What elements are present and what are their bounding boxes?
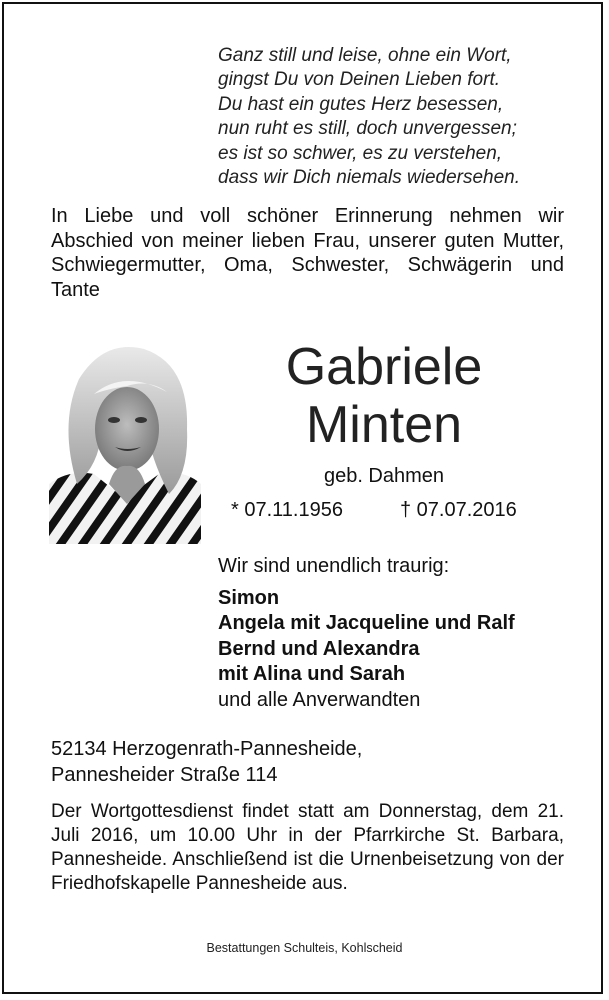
mourners-closing: und alle Anverwandten (218, 688, 421, 711)
farewell-intro: In Liebe und voll schöner Erinnerung nehmen wir Abschied von meiner lieben Frau, unserer guten Mutter, Schwiegermutter, Oma, Schwester, Schwägerin und Tante (51, 205, 564, 301)
mourners-list (218, 554, 578, 713)
birth-date: * 07.11.1956 (231, 499, 343, 521)
poem-line: gingst Du von Deinen Lieben fort. (218, 69, 501, 91)
mourner-name: Simon (218, 586, 280, 609)
undertaker-credit: Bestattungen Schulteis, Kohlscheid (206, 941, 403, 955)
mourner-name: Angela mit Jacqueline und Ralf (218, 612, 515, 634)
address-line: Pannesheider Straße 114 (51, 763, 278, 786)
poem-line: Du hast ein gutes Herz besessen, (218, 93, 504, 115)
mourner-name: mit Alina und Sarah (218, 663, 406, 685)
mourner-name: Bernd und Alexandra (218, 637, 420, 660)
birth-name: geb. Dahmen (323, 465, 445, 487)
poem-line: dass wir Dich niemals wiedersehen. (218, 167, 521, 189)
poem-line: es ist so schwer, es zu verstehen, (218, 142, 503, 164)
first-name: Gabriele (285, 338, 483, 396)
memorial-poem (218, 44, 558, 190)
last-name: Minten (305, 396, 463, 454)
address-line: 52134 Herzogenrath-Pannesheide, (51, 738, 363, 760)
service-info: Der Wortgottesdienst findet statt am Donnerstag, dem 21. Juli 2016, um 10.00 Uhr in der Pfarrkirche St. Barbara, Pannesheide. Anschließend ist die Urnenbeisetzung von der Friedhofskapelle Pannesheide aus. (51, 801, 564, 894)
death-date: † 07.07.2016 (400, 499, 517, 521)
portrait-photo (49, 334, 201, 544)
poem-line: Ganz still und leise, ohne ein Wort, (218, 45, 512, 66)
deceased-name (224, 338, 544, 454)
mourners-lead: Wir sind unendlich traurig: (218, 555, 450, 577)
obituary-notice (2, 2, 603, 994)
family-address (51, 737, 551, 788)
poem-line: nun ruht es still, doch unvergessen; (218, 118, 517, 140)
